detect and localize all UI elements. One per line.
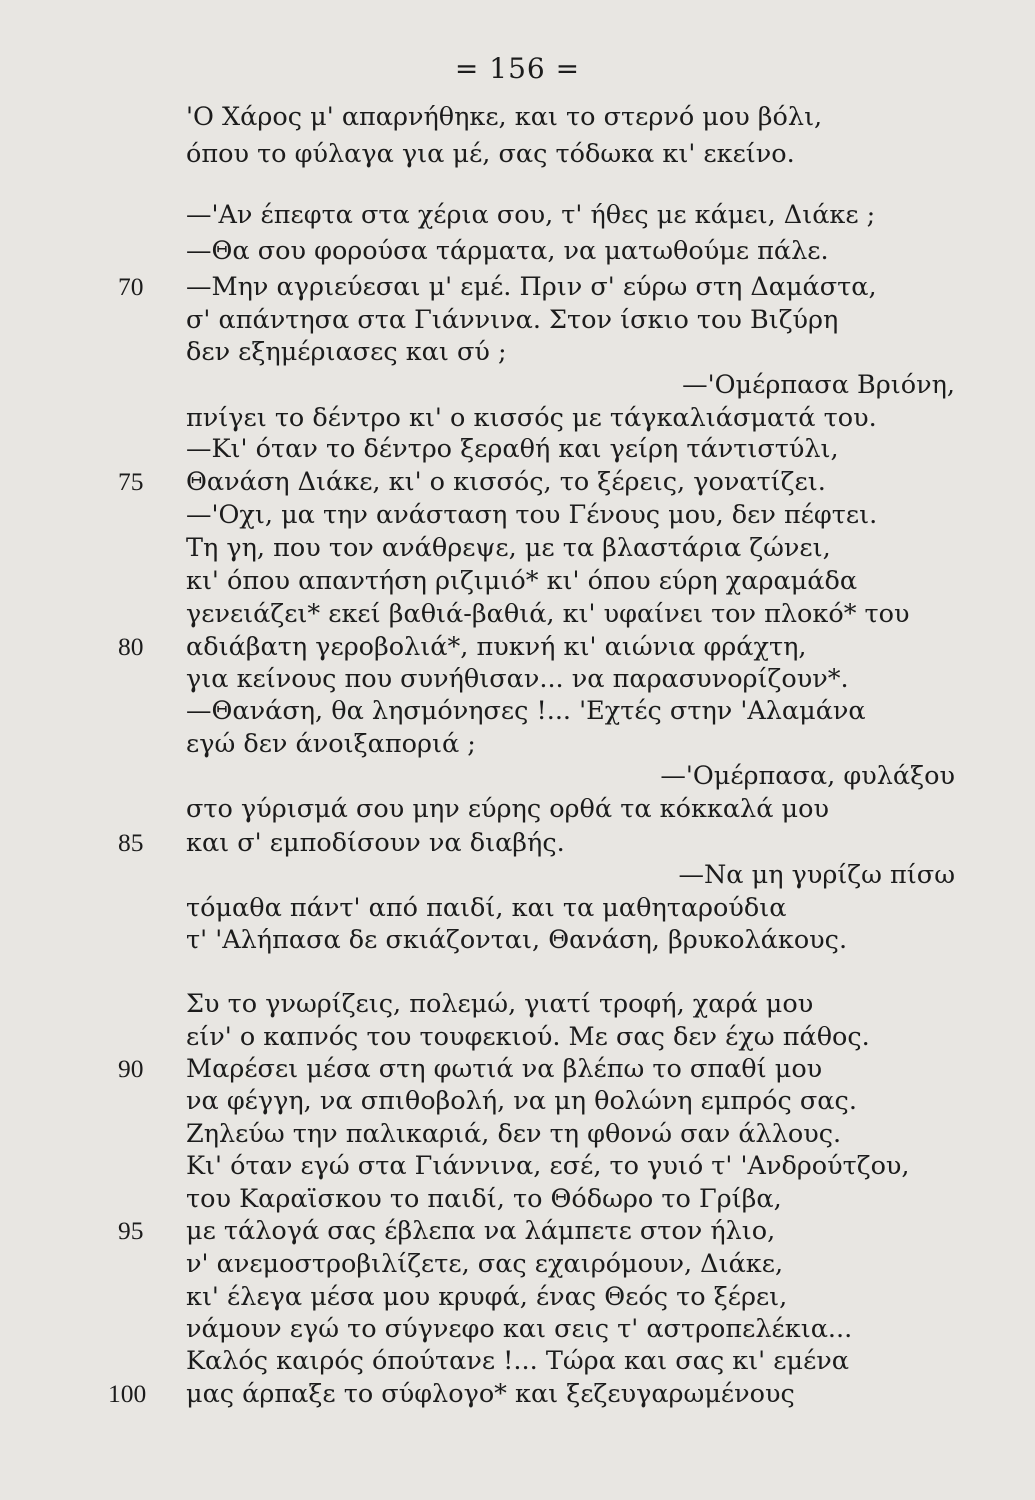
poem-line: —Θα σου φορούσα τάρματα, να ματωθούμε πάλε.	[186, 236, 829, 266]
poem-line: νάμουν εγώ το σύγνεφο και σεις τ' αστροπελέκια...	[186, 1314, 853, 1344]
poem-line: Θανάση Διάκε, κι' ο κισσός, το ξέρεις, γονατίζει.	[186, 467, 826, 497]
poem-line: όπου το φύλαγα για μέ, σας τόδωκα κι' εκείνο.	[186, 139, 795, 169]
poem-line: τ' 'Αλήπασα δε σκιάζονται, Θανάση, βρυκολάκους.	[186, 925, 848, 955]
poem-line: Κι' όταν εγώ στα Γιάννινα, εσέ, το γυιό τ' 'Ανδρούτζου,	[186, 1151, 910, 1181]
poem-line: με τάλογά σας έβλεπα να λάμπετε στον ήλιο,	[186, 1216, 776, 1246]
poem-line: —Να μη γυρίζω πίσω	[678, 860, 955, 890]
poem-line: σ' απάντησα στα Γιάννινα. Στον ίσκιο του Βιζύρη	[186, 305, 839, 335]
poem-line: κι' όπου απαντήση ριζιμιό* κι' όπου εύρη χαραμάδα	[186, 566, 858, 596]
poem-line: —Θανάση, θα λησμόνησες !... 'Εχτές στην 'Αλαμάνα	[186, 696, 866, 726]
line-number: 80	[118, 632, 144, 661]
poem-line: —Κι' όταν το δέντρο ξεραθή και γείρη τάντιστύλι,	[186, 434, 839, 464]
poem-line: μας άρπαξε το σύφλογο* και ξεζευγαρωμένους	[186, 1379, 795, 1409]
poem-line: Συ το γνωρίζεις, πολεμώ, γιατί τροφή, χαρά μου	[186, 989, 814, 1019]
poem-line: γενειάζει* εκεί βαθιά-βαθιά, κι' υφαίνει τον πλοκό* του	[186, 599, 910, 629]
poem-line: για κείνους που συνήθισαν... να παρασυνορίζουν*.	[186, 664, 849, 694]
poem-line: —Μην αγριεύεσαι μ' εμέ. Πριν σ' εύρω στη Δαμάστα,	[186, 272, 877, 302]
poem-line: να φέγγη, να σπιθοβολή, να μη θολώνη εμπρός σας.	[186, 1086, 857, 1116]
poem-line: —'Ομέρπασα Βριόνη,	[682, 370, 955, 400]
line-number: 100	[108, 1379, 147, 1408]
poem-line: κι' έλεγα μέσα μου κρυφά, ένας Θεός το ξέρει,	[186, 1282, 788, 1312]
poem-line: Καλός καιρός όπούτανε !... Τώρα και σας κι' εμένα	[186, 1346, 849, 1376]
poem-line: τόμαθα πάντ' από παιδί, και τα μαθηταρούδια	[186, 893, 787, 923]
poem-line: Τη γη, που τον ανάθρεψε, με τα βλαστάρια ζώνει,	[186, 533, 831, 563]
poem-line: αδιάβατη γεροβολιά*, πυκνή κι' αιώνια φράχτη,	[186, 632, 807, 662]
poem-line: εγώ δεν άνοιξαποριά ;	[186, 729, 476, 759]
line-number: 85	[118, 828, 144, 857]
poem-line: Ζηλεύω την παλικαριά, δεν τη φθονώ σαν άλλους.	[186, 1119, 842, 1149]
line-number: 70	[118, 272, 144, 301]
poem-line: 'Ο Χάρος μ' απαρνήθηκε, και το στερνό μου βόλι,	[186, 102, 823, 132]
poem-line: πνίγει το δέντρο κι' ο κισσός με τάγκαλιάσματά του.	[186, 403, 877, 433]
poem-line: δεν εξημέριασες και σύ ;	[186, 337, 507, 367]
poem-line: και σ' εμποδίσουν να διαβής.	[186, 828, 565, 858]
poem-line: είν' ο καπνός του τουφεκιού. Με σας δεν έχω πάθος.	[186, 1022, 870, 1052]
line-number: 90	[118, 1054, 144, 1083]
poem-line: του Καραϊσκου το παιδί, το Θόδωρο το Γρίβα,	[186, 1184, 782, 1214]
poem-line: —'Οχι, μα την ανάσταση του Γένους μου, δεν πέφτει.	[186, 500, 878, 530]
line-number: 75	[118, 467, 144, 496]
poem-line: ν' ανεμοστροβιλίζετε, σας εχαιρόμουν, Διάκε,	[186, 1249, 784, 1279]
poem-line: —'Αν έπεφτα στα χέρια σου, τ' ήθες με κάμει, Διάκε ;	[186, 200, 876, 230]
poem-line: Μαρέσει μέσα στη φωτιά να βλέπω το σπαθί μου	[186, 1054, 823, 1084]
line-number: 95	[118, 1216, 144, 1245]
page-number: = 156 =	[454, 52, 581, 85]
poem-line: στο γύρισμά σου μην εύρης ορθά τα κόκκαλά μου	[186, 794, 829, 824]
poem-line: —'Ομέρπασα, φυλάξου	[660, 761, 955, 791]
